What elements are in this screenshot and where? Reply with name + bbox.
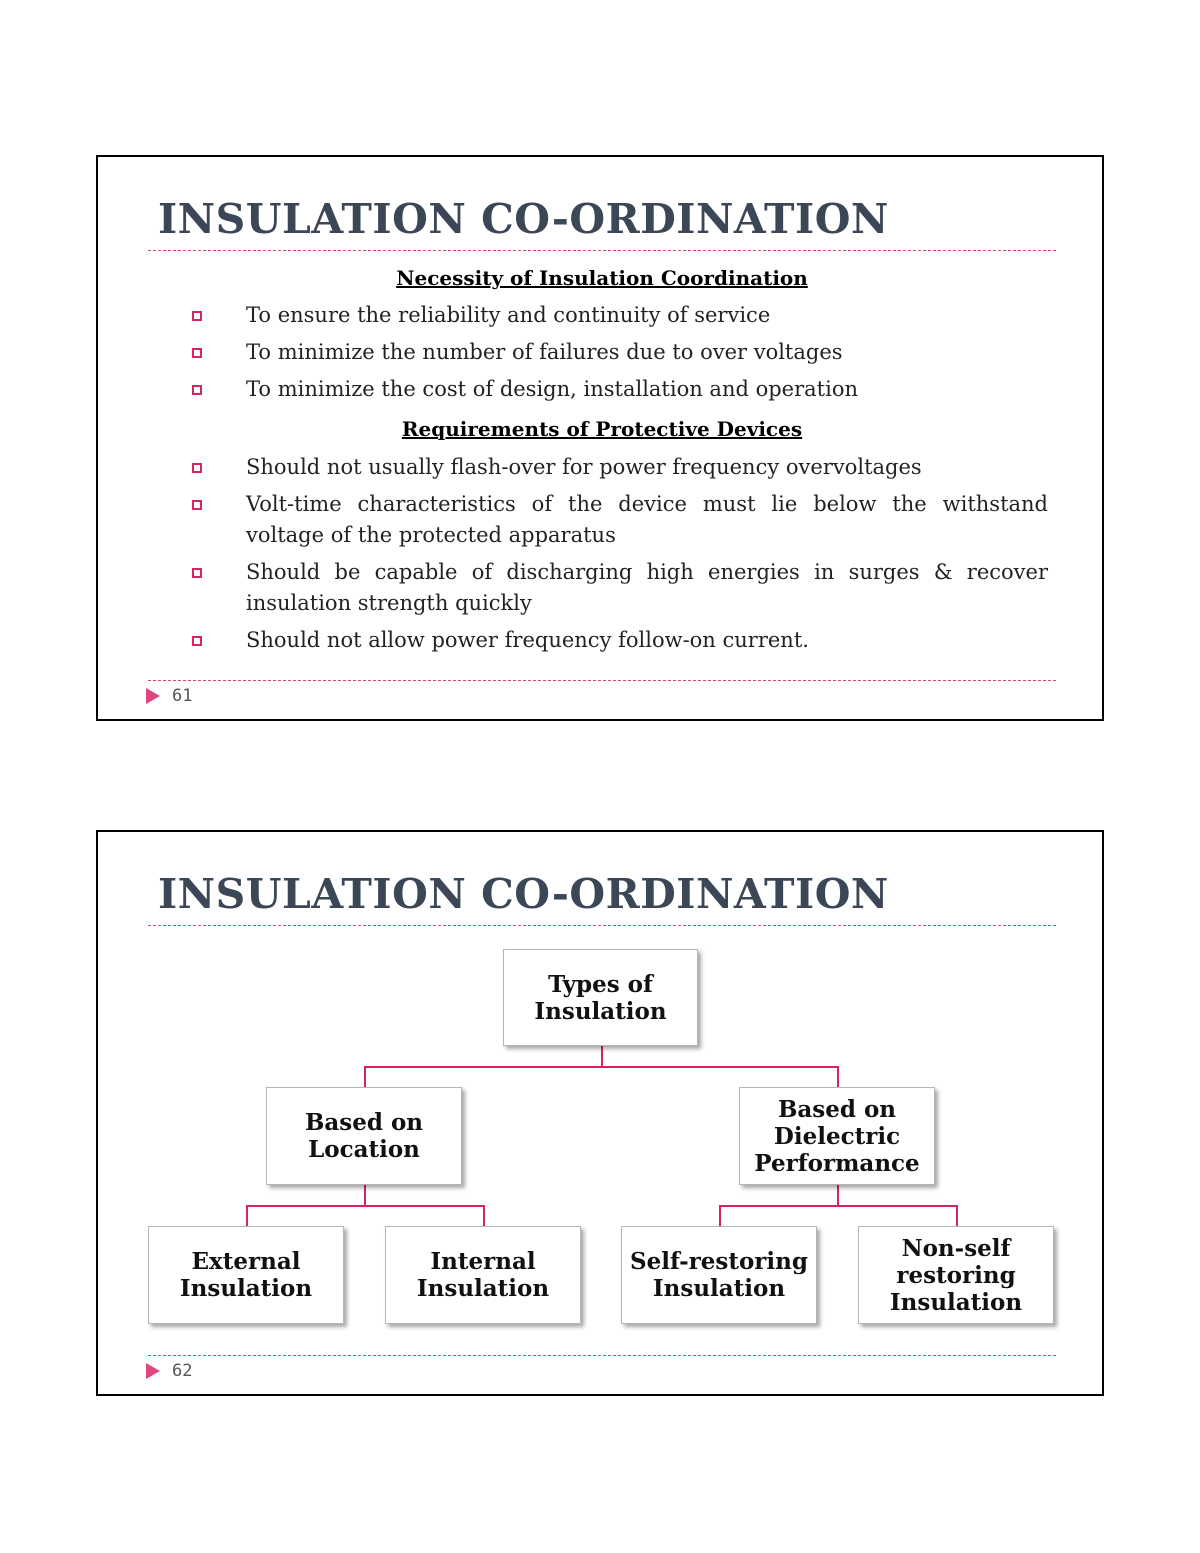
requirements-list [188, 452, 1048, 662]
connector-line [956, 1205, 958, 1226]
square-bullet-icon [192, 385, 202, 395]
dashed-divider [148, 680, 1056, 681]
connector-line [837, 1185, 839, 1206]
square-bullet-icon [192, 463, 202, 473]
slide-title: INSULATION CO-ORDINATION [158, 195, 889, 243]
connector-line [719, 1205, 958, 1207]
square-bullet-icon [192, 348, 202, 358]
connector-line [837, 1066, 839, 1087]
list-item: Should not allow power frequency follow-on current. [188, 625, 1048, 656]
square-bullet-icon [192, 568, 202, 578]
dashed-divider [148, 250, 1056, 251]
dashed-divider [148, 925, 1056, 926]
list-item: To minimize the cost of design, installation and operation [188, 374, 1048, 405]
square-bullet-icon [192, 311, 202, 321]
node-types-of-insulation: Types of Insulation [503, 949, 698, 1046]
section-heading-necessity: Necessity of Insulation Coordination [396, 266, 808, 290]
page-number: 62 [172, 1361, 193, 1381]
list-item: Volt-time characteristics of the device must lie below the withstand voltage of the protected apparatus [188, 489, 1048, 551]
node-non-self-restoring-insulation: Non-self restoring Insulation [858, 1226, 1054, 1324]
list-item: Should not usually flash-over for power frequency overvoltages [188, 452, 1048, 483]
slide-title: INSULATION CO-ORDINATION [158, 870, 889, 918]
node-external-insulation: External Insulation [148, 1226, 344, 1324]
section-heading-requirements: Requirements of Protective Devices [401, 417, 803, 441]
slide-61 [96, 155, 1104, 721]
node-self-restoring-insulation: Self-restoring Insulation [621, 1226, 817, 1324]
list-item: To ensure the reliability and continuity of service [188, 300, 1048, 331]
connector-line [364, 1066, 839, 1068]
slide-footer [146, 685, 192, 707]
connector-line [246, 1205, 248, 1226]
connector-line [364, 1066, 366, 1087]
list-item: Should be capable of discharging high energies in surges & recover insulation strength quickly [188, 557, 1048, 619]
slide-62 [96, 830, 1104, 1396]
connector-line [601, 1046, 603, 1067]
node-based-on-location: Based on Location [266, 1087, 462, 1185]
square-bullet-icon [192, 500, 202, 510]
play-triangle-icon [146, 1363, 160, 1379]
play-triangle-icon [146, 688, 160, 704]
necessity-list [188, 300, 1048, 411]
connector-line [719, 1205, 721, 1226]
page-number: 61 [172, 686, 193, 706]
dashed-divider [148, 1355, 1056, 1356]
connector-line [246, 1205, 485, 1207]
square-bullet-icon [192, 636, 202, 646]
slide-footer [146, 1360, 192, 1382]
connector-line [364, 1185, 366, 1206]
list-item: To minimize the number of failures due to over voltages [188, 337, 1048, 368]
connector-line [483, 1205, 485, 1226]
node-internal-insulation: Internal Insulation [385, 1226, 581, 1324]
node-based-on-dielectric-performance: Based on Dielectric Performance [739, 1087, 935, 1185]
